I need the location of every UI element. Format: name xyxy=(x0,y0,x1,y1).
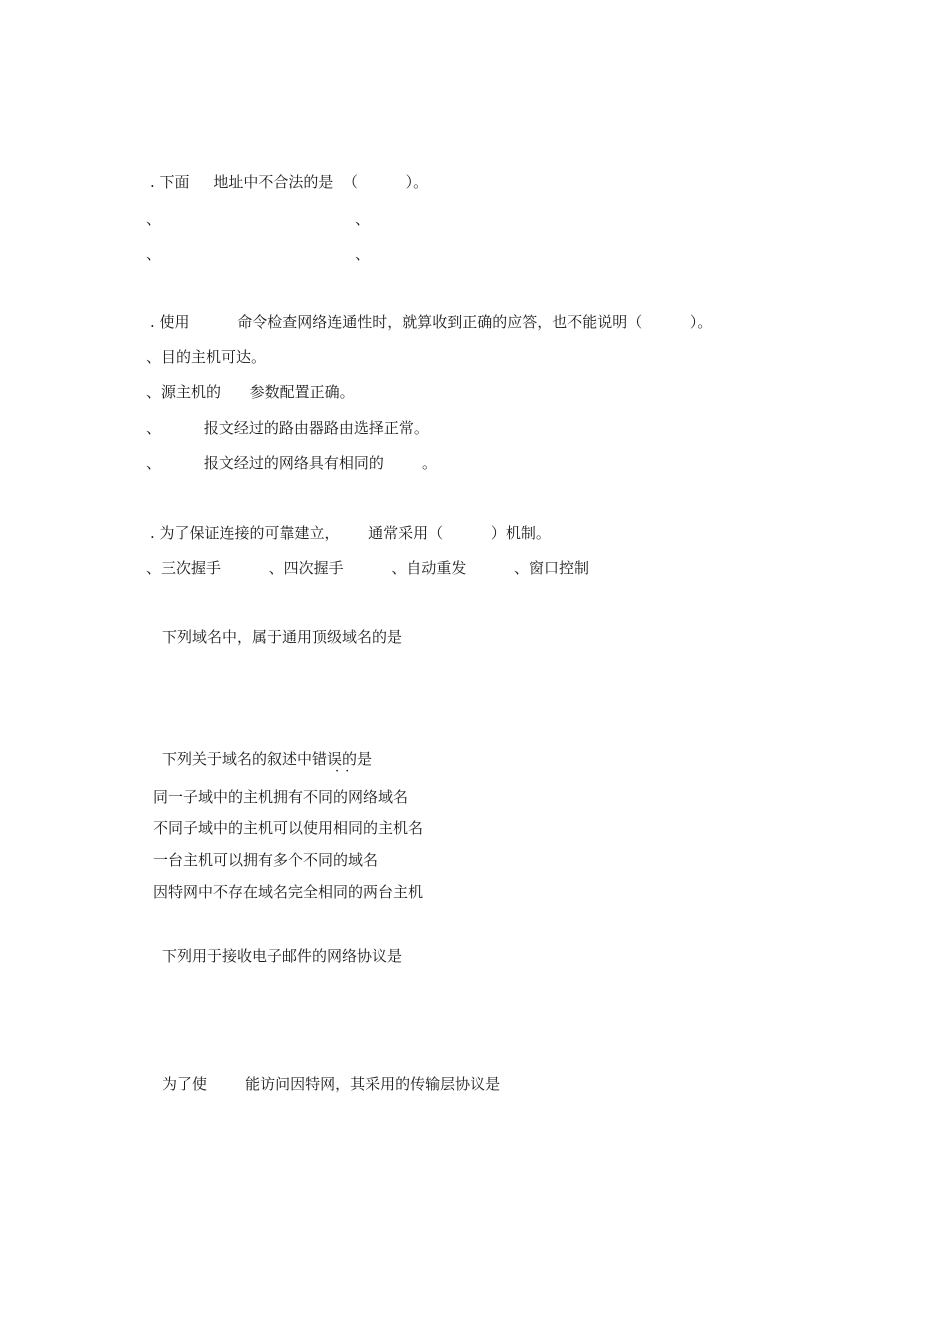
question-6-stem: 下列用于接收电子邮件的网络协议是 xyxy=(162,947,403,965)
question-1-option-b: 、 xyxy=(355,210,371,228)
question-4-stem: 下列域名中，属于通用顶级域名的是 xyxy=(162,628,403,646)
question-5-option-b: 不同子域中的主机可以使用相同的主机名 xyxy=(153,819,424,837)
question-2-option-d: 、 报文经过的网络具有相同的 。 xyxy=(146,454,438,472)
question-7-stem: 为了使 能访问因特网，其采用的传输层协议是 xyxy=(162,1075,501,1093)
question-5-option-d: 因特网中不存在域名完全相同的两台主机 xyxy=(153,883,424,901)
question-1-option-a: 、 xyxy=(146,210,162,228)
question-2-option-a: 、目的主机可达。 xyxy=(146,348,267,366)
question-3-stem: . 为了保证连接的可靠建立， 通常采用（ ）机制。 xyxy=(150,524,551,542)
question-2-stem: . 使用 命令检查网络连通性时，就算收到正确的应答，也不能说明（ ）。 xyxy=(150,313,713,331)
question-3-options: 、三次握手 、四次握手 、自动重发 、窗口控制 xyxy=(146,559,590,577)
question-5-option-a: 同一子域中的主机拥有不同的网络域名 xyxy=(153,788,409,806)
question-1-stem: . 下面 地址中不合法的是 （ ）。 xyxy=(150,173,429,191)
question-5-option-c: 一台主机可以拥有多个不同的域名 xyxy=(153,851,379,869)
question-2-option-b: 、源主机的 参数配置正确。 xyxy=(146,383,355,401)
question-1-option-c: 、 xyxy=(146,245,162,263)
question-2-option-c: 、 报文经过的路由器路由选择正常。 xyxy=(146,419,429,437)
question-1-option-d: 、 xyxy=(355,245,371,263)
emphasis-dots: ·· xyxy=(335,764,356,779)
question-5-stem: 下列关于域名的叙述中错误的是 xyxy=(162,750,373,768)
